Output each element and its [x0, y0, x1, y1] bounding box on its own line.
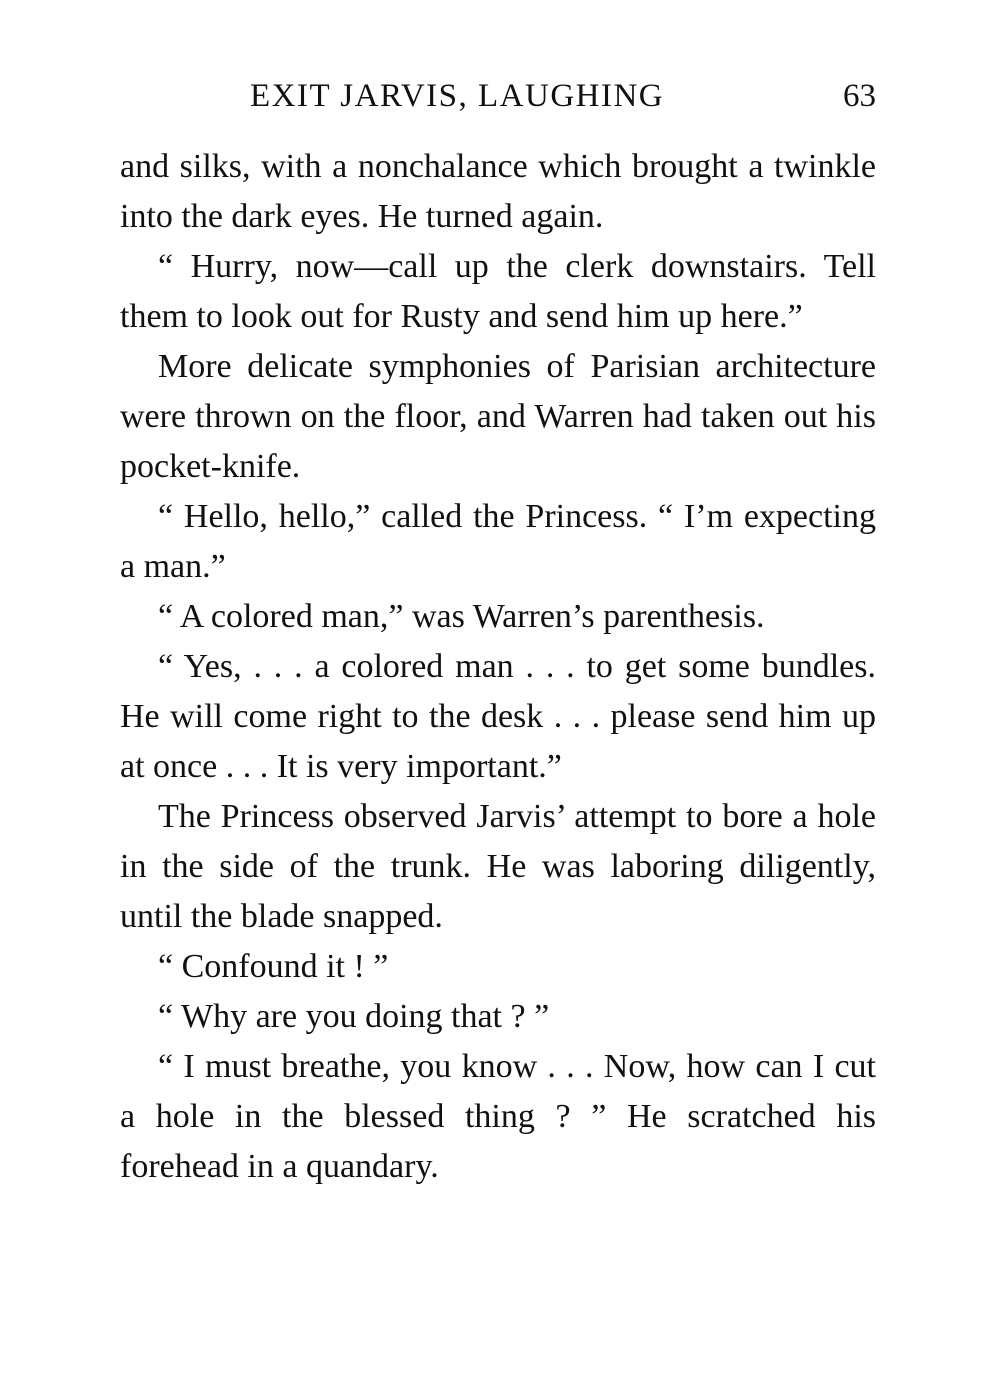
- paragraph: “ Hello, hello,” called the Princess. “ I’m expecting a man.”: [120, 498, 876, 585]
- paragraph: “ Yes, . . . a colored man . . . to get some bundles. He will come right to the desk . . . please send him up at once . . . It is very important.”: [120, 648, 876, 785]
- running-title: EXIT JARVIS, LAUGHING: [250, 78, 665, 114]
- paragraph: “ Hurry, now—call up the clerk downstairs. Tell them to look out for Rusty and send him up here.”: [120, 248, 876, 335]
- paragraph: “ Confound it ! ”: [158, 948, 389, 985]
- paragraph: “ I must breathe, you know . . . Now, how can I cut a hole in the blessed thing ? ” He scratched his forehead in a quandary.: [120, 1048, 876, 1185]
- body-text: [120, 142, 876, 1192]
- paragraph: “ A colored man,” was Warren’s parenthesis.: [158, 598, 765, 635]
- paragraph: More delicate symphonies of Parisian architecture were thrown on the floor, and Warren had taken out his pocket-knife.: [120, 348, 876, 485]
- paragraph: The Princess observed Jarvis’ attempt to bore a hole in the side of the trunk. He was laboring diligently, until the blade snapped.: [120, 798, 876, 935]
- paragraph: and silks, with a nonchalance which brought a twinkle into the dark eyes. He turned again.: [120, 148, 876, 235]
- page-number: 63: [843, 78, 876, 114]
- running-head: [120, 74, 876, 124]
- paragraph: “ Why are you doing that ? ”: [158, 998, 550, 1035]
